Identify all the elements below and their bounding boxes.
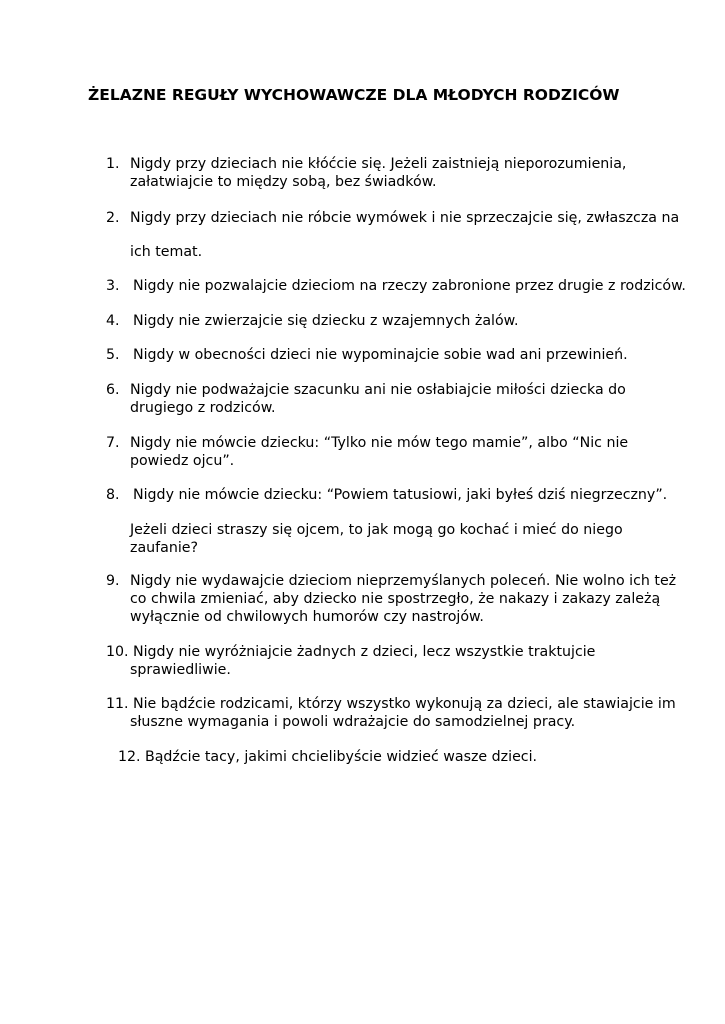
rule-number: 8.: [106, 487, 120, 503]
rule-line: Nigdy w obecności dzieci nie wypominajcie sobie wad ani przewinień.: [133, 347, 628, 363]
rule-number: 3.: [106, 278, 120, 294]
rule-line: Nigdy nie wydawajcie dzieciom nieprzemyślanych poleceń. Nie wolno ich też: [130, 573, 677, 589]
rule-number: 2.: [106, 210, 120, 226]
rule-number: 12.: [118, 749, 141, 765]
rule-continuation: ich temat.: [130, 244, 203, 260]
rule-text: [130, 155, 626, 191]
rule-number: 10.: [106, 644, 129, 660]
rule-text: [145, 748, 537, 766]
page-title: ŻELAZNE REGUŁY WYCHOWAWCZE DLA MŁODYCH RODZICÓW: [88, 86, 620, 104]
rule-text: [130, 209, 679, 227]
rule-number: 5.: [106, 347, 120, 363]
rule-line: słuszne wymagania i powoli wdrażajcie do samodzielnej pracy.: [130, 714, 576, 730]
rule-text: [133, 277, 686, 295]
rule-number: 6.: [106, 382, 120, 398]
rule-line: powiedz ojcu”.: [130, 453, 235, 469]
rule-text: [130, 381, 626, 417]
rule-text: [130, 572, 676, 626]
rule-line: załatwiajcie to między sobą, bez świadków.: [130, 174, 437, 190]
rule-line: wyłącznie od chwilowych humorów czy nastrojów.: [130, 609, 484, 625]
rule-number: 1.: [106, 156, 120, 172]
rule-line: co chwila zmieniać, aby dziecko nie spostrzegło, że nakazy i zakazy zależą: [130, 591, 661, 607]
rule-line: sprawiedliwie.: [130, 662, 231, 678]
rule-line: Nigdy nie pozwalajcie dzieciom na rzeczy zabronione przez drugie z rodziców.: [133, 278, 686, 294]
rule-note-line: Jeżeli dzieci straszy się ojcem, to jak mogą go kochać i mieć do niego: [130, 522, 623, 538]
rule-text: [133, 486, 667, 504]
rule-line: Nigdy nie zwierzajcie się dziecku z wzajemnych żalów.: [133, 313, 519, 329]
rule-note-line: zaufanie?: [130, 540, 199, 556]
rule-line: Nigdy nie mówcie dziecku: “Tylko nie mów tego mamie”, albo “Nic nie: [130, 435, 629, 451]
rule-text: [130, 643, 596, 679]
rule-line: drugiego z rodziców.: [130, 400, 276, 416]
rule-number: 11.: [106, 696, 129, 712]
rule-line: Nigdy nie mówcie dziecku: “Powiem tatusiowi, jaki byłeś dziś niegrzeczny”.: [133, 487, 668, 503]
rule-text: [133, 312, 519, 330]
rule-text: [130, 695, 676, 731]
rule-number: 9.: [106, 573, 120, 589]
rule-note: [130, 521, 623, 557]
rule-line: Bądźcie tacy, jakimi chcielibyście widzieć wasze dzieci.: [145, 749, 538, 765]
rule-number: 7.: [106, 435, 120, 451]
rule-text: [133, 346, 628, 364]
rule-line: Nigdy nie podważajcie szacunku ani nie osłabiajcie miłości dziecka do: [130, 382, 626, 398]
rule-line: Nigdy nie wyróżniajcie żadnych z dzieci, lecz wszystkie traktujcie: [133, 644, 596, 660]
rule-number: 4.: [106, 313, 120, 329]
rule-text: [130, 434, 628, 470]
rule-line: Nie bądźcie rodzicami, którzy wszystko wykonują za dzieci, ale stawiajcie im: [133, 696, 676, 712]
rule-line: Nigdy przy dzieciach nie kłóćcie się. Jeżeli zaistnieją nieporozumienia,: [130, 156, 627, 172]
rule-line: Nigdy przy dzieciach nie róbcie wymówek i nie sprzeczajcie się, zwłaszcza na: [130, 210, 680, 226]
